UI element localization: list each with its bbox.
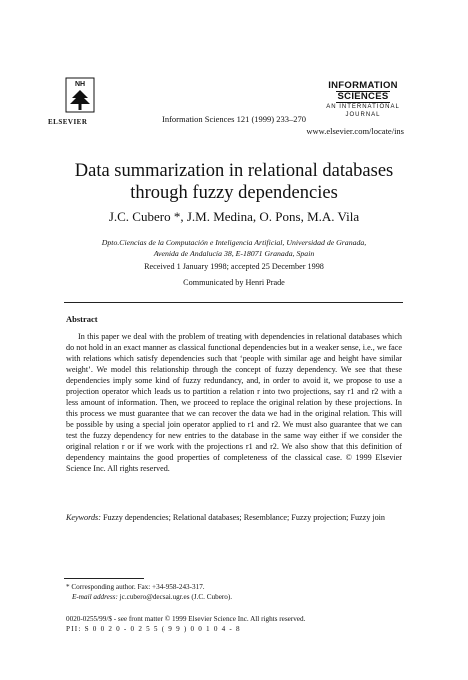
legal-notice <box>66 614 402 634</box>
keywords-label: Keywords: <box>66 513 101 522</box>
abstract-heading: Abstract <box>66 314 98 324</box>
journal-logo-line1: INFORMATION <box>328 80 398 91</box>
abstract-body <box>66 331 402 474</box>
footnote-rule <box>64 578 144 579</box>
email-value[interactable]: jc.cubero@decsai.ugr.es (J.C. Cubero). <box>119 593 233 601</box>
journal-citation: Information Sciences 121 (1999) 233–270 <box>162 114 306 124</box>
title-line-2: through fuzzy dependencies <box>130 183 338 203</box>
keywords <box>66 512 402 523</box>
journal-url[interactable]: www.elsevier.com/locate/ins <box>306 126 404 136</box>
affiliation <box>40 237 428 259</box>
corresponding-author-note: * Corresponding author. Fax: +34-958-243-317. <box>66 583 205 591</box>
keywords-text: Fuzzy dependencies; Relational databases; Resemblance; Fuzzy projection; Fuzzy join <box>102 513 385 522</box>
journal-logo-line2: SCIENCES <box>337 91 389 102</box>
pii-line: PII: S 0 0 2 0 - 0 2 5 5 ( 9 9 ) 0 0 1 0 4 - 8 <box>66 625 241 633</box>
issn-line: 0020-0255/99/$ - see front matter © 1999 Elsevier Science Inc. All rights reserved. <box>66 615 306 623</box>
tree-emblem-icon <box>58 72 102 116</box>
footnote <box>66 582 402 602</box>
affiliation-line-1: Dpto.Ciencias de la Computación e Inteligencia Artificial, Universidad de Granada, <box>101 238 367 247</box>
authors: J.C. Cubero *, J.M. Medina, O. Pons, M.A. Vila <box>108 209 360 224</box>
email-note <box>66 592 402 602</box>
affiliation-line-2: Avenida de Andalucía 38, E-18071 Granada, Spain <box>153 249 315 258</box>
abstract-text: In this paper we deal with the problem of treating with dependencies in relational databases which do not hold in an exact manner as classical functional dependencies but in a weaker sense, i.e., we face with relations which satisfy dependencies such that ‘people with similar age and height have similar weight’. We model this relationship through the concept of fuzzy dependency. We see that these dependencies imply some kind of fuzzy redundancy, and, in order to avoid it, we propose to use a projection operator which leads us to partition a relation r into two projections, say r1 and r2 with a less amount of information. Then, we proceed to replace the original relation by these projections. In this process we must guarantee that we can recover the data we had in the original relation. This will be possible by using a special join operator applied to r1 and r2. We must also guarantee that we can test the fuzzy dependency for new entries to the database in the same way either if we consider the original relation r or if we work with the projections r1 and r2. We also show that this definition of dependency maintains the good properties of completeness of the classical case. © 1999 Elsevier Science Inc. All rights reserved. <box>66 332 402 473</box>
received-dates: Received 1 January 1998; accepted 25 December 1998 <box>144 262 324 271</box>
abstract-rule <box>64 302 403 303</box>
title-line-1: Data summarization in relational databases <box>74 161 394 181</box>
paper-title <box>40 160 428 204</box>
email-label: E-mail address: <box>72 593 118 601</box>
publisher-name: ELSEVIER <box>48 118 88 126</box>
communicated-by: Communicated by Henri Prade <box>183 278 285 287</box>
journal-logo-line3: AN INTERNATIONAL JOURNAL <box>326 104 400 118</box>
nh-mark: NH <box>74 81 86 88</box>
